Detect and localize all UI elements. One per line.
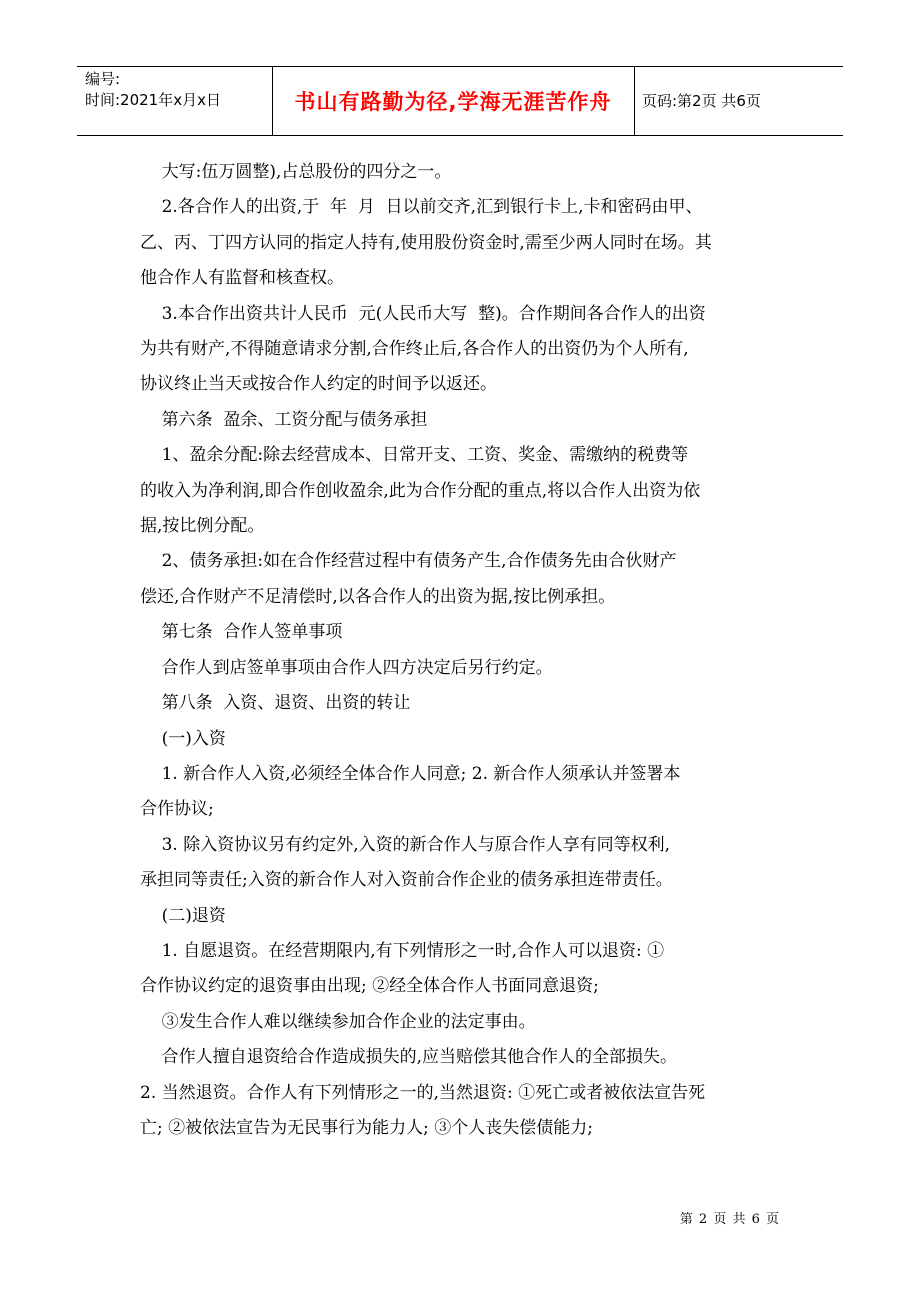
- body-line: 为共有财产,不得随意请求分割,合作终止后,各合作人的出资仍为个人所有,: [140, 339, 689, 360]
- body-line: 合作协议约定的退资事由出现; ②经全体合作人书面同意退资;: [140, 976, 599, 997]
- body-line: 他合作人有监督和核查权。: [140, 268, 344, 289]
- body-line: 第八条 入资、退资、出资的转让: [140, 693, 411, 714]
- body-line: 3.本合作出资共计人民币 元(人民币大写 整)。合作期间各合作人的出资: [140, 303, 706, 324]
- body-line: 协议终止当天或按合作人约定的时间予以返还。: [140, 374, 497, 395]
- body-line: (二)退资: [140, 905, 226, 926]
- body-line: 1、盈余分配:除去经营成本、日常开支、工资、奖金、需缴纳的税费等: [140, 445, 689, 466]
- body-line: 第六条 盈余、工资分配与债务承担: [140, 409, 428, 430]
- body-line: 1. 新合作人入资,必须经全体合作人同意; 2. 新合作人须承认并签署本: [140, 763, 681, 784]
- body-line: 2.各合作人的出资,于 年 月 日以前交齐,汇到银行卡上,卡和密码由甲、: [140, 197, 703, 218]
- header-divider-left: [272, 67, 273, 135]
- page-header: [77, 66, 843, 136]
- document-body: [140, 155, 790, 1146]
- body-line: (一)入资: [140, 728, 226, 749]
- body-line: 的收入为净利润,即合作创收盈余,此为合作分配的重点,将以合作人出资为依: [140, 480, 701, 501]
- body-line: 据,按比例分配。: [140, 516, 265, 537]
- body-line: 2、债务承担:如在合作经营过程中有债务产生,合作债务先由合伙财产: [140, 551, 677, 572]
- body-line: 合作协议;: [140, 799, 214, 820]
- document-number-label: 编号:: [85, 70, 121, 88]
- page-footer: 第 2 页 共 6 页: [679, 1212, 780, 1227]
- body-line: 承担同等责任;入资的新合作人对入资前合作企业的债务承担连带责任。: [140, 870, 673, 891]
- body-line: 偿还,合作财产不足清偿时,以各合作人的出资为据,按比例承担。: [140, 586, 616, 607]
- body-line: 乙、丙、丁四方认同的指定人持有,使用股份资金时,需至少两人同时在场。其: [140, 232, 712, 253]
- body-line: 亡; ②被依法宣告为无民事行为能力人; ③个人丧失偿债能力;: [140, 1117, 593, 1138]
- body-line: 第七条 合作人签单事项: [140, 622, 343, 643]
- body-line: 合作人擅自退资给合作造成损失的,应当赔偿其他合作人的全部损失。: [140, 1047, 678, 1068]
- body-line: 2. 当然退资。合作人有下列情形之一的,当然退资: ①死亡或者被依法宣告死: [140, 1082, 706, 1103]
- body-line: ③发生合作人难以继续参加合作企业的法定事由。: [140, 1011, 536, 1032]
- body-line: 大写:伍万圆整),占总股份的四分之一。: [140, 162, 452, 182]
- header-motto: 书山有路勤为径,学海无涯苦作舟: [294, 90, 612, 114]
- header-page-number: 页码:第2页 共6页: [642, 92, 761, 110]
- header-divider-right: [634, 67, 635, 135]
- body-line: 1. 自愿退资。在经营期限内,有下列情形之一时,合作人可以退资: ①: [140, 940, 665, 961]
- body-line: 3. 除入资协议另有约定外,入资的新合作人与原合作人享有同等权利,: [140, 834, 671, 855]
- header-meta: [85, 69, 221, 111]
- document-date-label: 时间:2021年x月x日: [85, 91, 221, 109]
- body-line: 合作人到店签单事项由合作人四方决定后另行约定。: [140, 657, 553, 678]
